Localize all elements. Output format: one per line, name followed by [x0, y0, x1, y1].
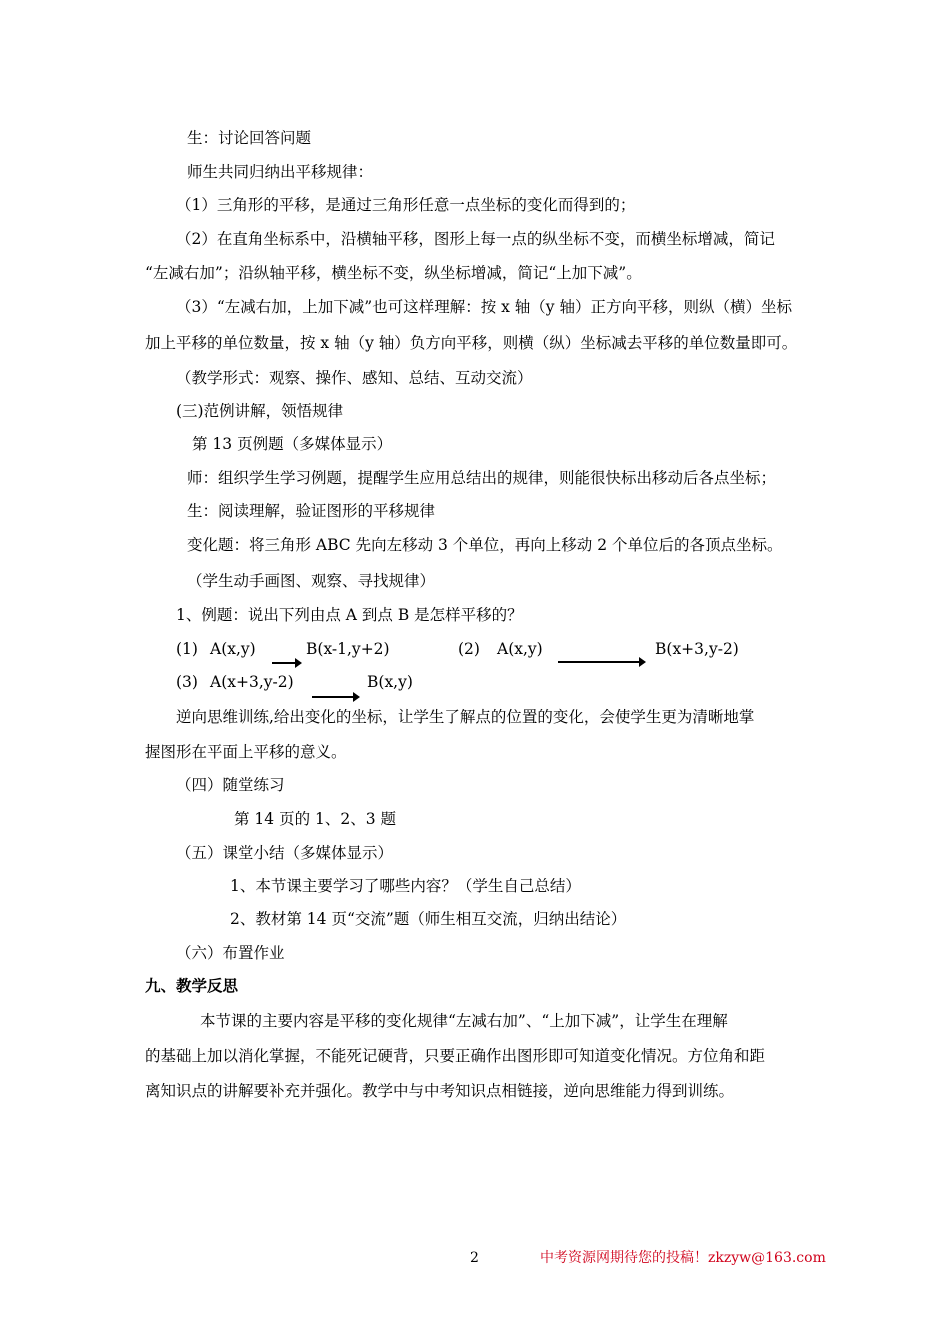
text-line: 1、例题：说出下列由点 A 到点 B 是怎样平移的？: [176, 606, 523, 624]
section-heading: （六）布置作业: [176, 944, 285, 962]
text-line: 生：阅读理解，验证图形的平移规律: [187, 502, 436, 520]
text-line: （3）“左减右加，上加下减”也可这样理解：按 x 轴（y 轴）正方向平移，则纵（横）坐标: [176, 298, 792, 316]
text-line: （1）三角形的平移，是通过三角形任意一点坐标的变化而得到的；: [176, 196, 636, 214]
point-b: B(x,y): [367, 673, 413, 691]
point-b: B(x-1,y+2): [306, 640, 390, 658]
point-a: A(x,y): [210, 640, 256, 658]
example-label: (1): [176, 640, 198, 658]
point-b: B(x+3,y-2): [655, 640, 739, 658]
text-line: （学生动手画图、观察、寻找规律）: [187, 572, 436, 590]
section-heading: （四）随堂练习: [176, 776, 285, 794]
text-line: （教学形式：观察、操作、感知、总结、互动交流）: [176, 369, 533, 387]
text-line: 第 13 页例题（多媒体显示）: [192, 435, 393, 453]
text-line: 生：讨论回答问题: [187, 129, 312, 147]
text-line: 离知识点的讲解要补充并强化。教学中与中考知识点相链接，逆向思维能力得到训练。: [145, 1082, 735, 1100]
text-line: 逆向思维训练,给出变化的坐标，让学生了解点的位置的变化，会使学生更为清晰地掌: [176, 708, 755, 726]
example-label: (3): [176, 673, 198, 691]
section-title: 九、教学反思: [145, 976, 239, 995]
page-number: 2: [470, 1250, 479, 1266]
text-line: 的基础上加以消化掌握，不能死记硬背，只要正确作出图形即可知道变化情况。方位角和距: [145, 1047, 766, 1065]
point-a: A(x,y): [497, 640, 543, 658]
text-line: 1、本节课主要学习了哪些内容？（学生自己总结）: [230, 877, 581, 895]
arrow-icon: [272, 662, 300, 664]
text-line: 本节课的主要内容是平移的变化规律“左减右加”、“上加下减”，让学生在理解: [200, 1012, 728, 1030]
text-line: 握图形在平面上平移的意义。: [145, 743, 347, 761]
text-line: (三)范例讲解，领悟规律: [176, 402, 344, 420]
text-line: 加上平移的单位数量，按 x 轴（y 轴）负方向平移，则横（纵）坐标减去平移的单位数量即可。: [145, 334, 798, 352]
footer-note: 中考资源网期待您的投稿！zkzyw@163.com: [540, 1250, 826, 1266]
text-line: 师生共同归纳出平移规律：: [187, 163, 374, 181]
text-line: “左减右加”；沿纵轴平移，横坐标不变，纵坐标增减，简记“上加下减”。: [145, 264, 642, 282]
text-line: 师：组织学生学习例题，提醒学生应用总结出的规律，则能很快标出移动后各点坐标；: [187, 469, 777, 487]
section-heading: （五）课堂小结（多媒体显示）: [176, 844, 394, 862]
point-a: A(x+3,y-2): [210, 673, 294, 691]
example-label: (2): [458, 640, 480, 658]
text-line: 第 14 页的 1、2、3 题: [234, 810, 397, 828]
arrow-icon: [312, 696, 358, 698]
text-line: （2）在直角坐标系中，沿横轴平移，图形上每一点的纵坐标不变，而横坐标增减，简记: [176, 230, 775, 248]
arrow-icon: [558, 661, 644, 663]
text-line: 2、教材第 14 页“交流”题（师生相互交流，归纳出结论）: [230, 910, 627, 928]
text-line: 变化题：将三角形 ABC 先向左移动 3 个单位，再向上移动 2 个单位后的各顶点坐标。: [187, 536, 783, 554]
